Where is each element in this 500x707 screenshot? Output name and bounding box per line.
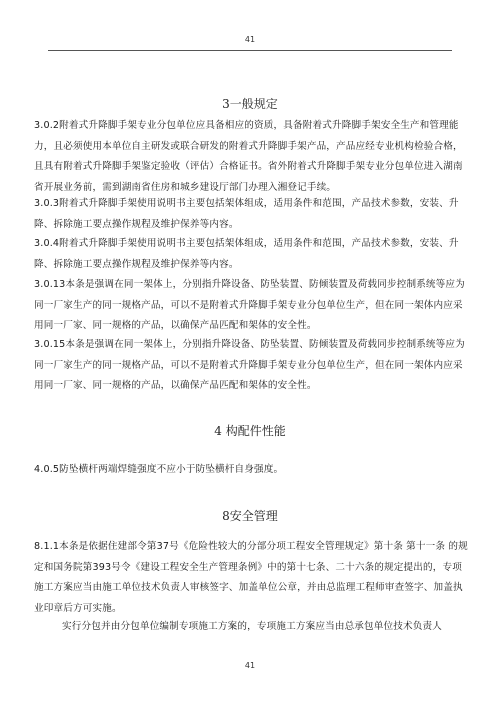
section-heading-components: 4 构配件性能 [214, 424, 286, 438]
header-page-number: 41 [244, 35, 256, 44]
clause-3-0-15: 3.0.15本条是强调在同一架体上，分别指升降设备、防坠装置、防倾装置及荷载同步控制系统等应为同一厂家生产的同一规格产品，可以不是附着式升降脚手架专业分包单位生产，但在同一架体内应采用同一厂家、同一规格的产品，以确保产品匹配和架体的安全性。 [34, 339, 465, 391]
clause-3-0-2: 3.0.2附着式升降脚手架专业分包单位应具备相应的资质，具备附着式升降脚手架安全生产和管理能力，且必须使用本单位自主研发或联合研发的附着式升降脚手架产品，产品应经专业机构检验合格，且具有附着式升降脚手架鉴定验收（评估）合格证书。省外附着式升降脚手架专业分包单位进入湖南省开展业务前，需到湖南省住房和城乡建设厅部门办理入湘登记手续。 [34, 120, 463, 193]
section-heading-safety: 8安全管理 [222, 509, 278, 523]
clause-8-1-1-continued: 实行分包并由分包单位编制专项施工方案的，专项施工方案应当由总承包单位技术负责人 [62, 621, 443, 632]
clause-3-0-3: 3.0.3附着式升降脚手架使用说明书主要包括架体组成，适用条件和范围，产品技术参数，安装、升降、拆除施工要点操作规程及维护保养等内容。 [34, 198, 459, 230]
clause-8-1-1: 8.1.1本条是依据住建部令第37号《危险性较大的分部分项工程安全管理规定》第十条 第十一条 的规定和国务院第393号令《建设工程安全生产管理条例》中的第十七条、二十六条的规定提出的，专项施工方案应当由施工单位技术负责人审核签字、加盖单位公章，并由总监理工程师审查签字、加盖执业印章后方可实施。 [34, 541, 468, 614]
footer-page-number: 41 [244, 661, 256, 670]
section-heading-general: 3一般规定 [222, 97, 278, 111]
clause-3-0-4: 3.0.4附着式升降脚手架使用说明书主要包括架体组成，适用条件和范围，产品技术参数，安装、升降、拆除施工要点操作规程及维护保养等内容。 [34, 238, 459, 270]
clause-4-0-5: 4.0.5防坠横杆两端焊缝强度不应小于防坠横杆自身强度。 [34, 464, 284, 475]
clause-3-0-13: 3.0.13本条是强调在同一架体上，分别指升降设备、防坠装置、防倾装置及荷载同步控制系统等应为同一厂家生产的同一规格产品，可以不是附着式升降脚手架专业分包单位生产，但在同一架体内应采用同一厂家、同一规格的产品，以确保产品匹配和架体的安全性。 [34, 279, 465, 331]
header-divider [48, 50, 452, 51]
